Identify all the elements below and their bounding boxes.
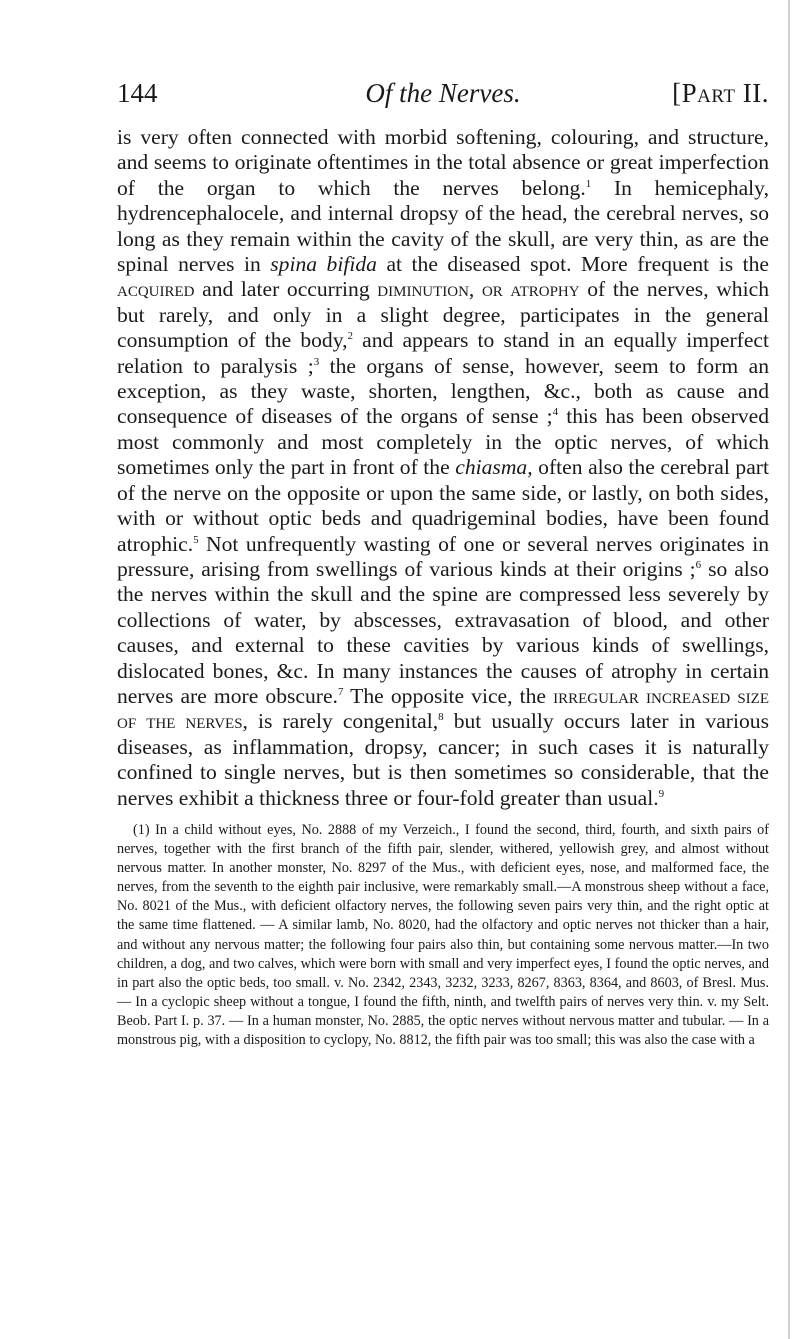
main-paragraph [117,125,769,811]
italic-term: chiasma, [455,455,533,480]
page-edge-shadow [788,0,790,1339]
small-caps-term: diminution, or atrophy [377,277,580,302]
running-title: Of the Nerves. [365,78,521,108]
text-run: The opposite vice, the [343,683,554,708]
text-run: often also the cerebral part of the nerve on the opposite or upon the same side, or lastly, on both sides, with or without optic beds and quadrigeminal bodies, have been found atrophic. [117,455,769,556]
text-run: the organs of sense, however, seem to form an exception, as they waste, shorten, lengthen, &c., both as cause and consequence of diseases of the organs of sense ; [117,353,769,429]
text-run: but usually occurs later in various diseases, as inflammation, dropsy, cancer; in such cases it is naturally confined to single nerves, but is then sometimes so considerable, that the nerves exhibit a thickness three or four-fold greater than usual. [117,709,769,810]
footnote-ref: 7 [337,685,344,698]
text-run: and appears to stand in an equally imperfect relation to paralysis ; [117,328,770,378]
small-caps-term: acquired [117,277,195,302]
footnote-ref: 2 [347,330,354,343]
text-run: this has been observed most commonly and most completely in the optic nerves, of which sometimes only the part in front of the [117,404,769,480]
footnote-ref: 1 [585,177,592,190]
text-run: is very often connected with morbid softening, colouring, and structure, and seems to originate oftentimes in the total absence or great imperfection of the organ to which the nerves belong. [117,125,769,200]
small-caps-term: irregular increased size of the nerves, [117,683,769,734]
text-run: at the diseased spot. More frequent is the [376,252,769,277]
text-run: so also the nerves within the skull and the spine are compressed less severely by collections of water, by abscesses, extravasation of blood, and other causes, and external to these cavities by various kinds of swellings, dislocated bones, &c. In many instances the causes of atrophy in certain nerves are more obscure. [117,556,769,708]
text-run: Not unfrequently wasting of one or several nerves originates in pressure, arising from swellings of various kinds at their origins ; [117,531,769,581]
running-header [117,78,769,118]
text-run: of the nerves, which but rarely, and only in a slight degree, participates in the general consumption of the body, [117,277,769,353]
footnote-ref: 4 [552,406,559,419]
page-number: 144 [117,78,158,108]
text-run: and later occurring [194,277,378,302]
footnote-1: (1) In a child without eyes, No. 2888 of my Verzeich., I found the second, third, fourth, and sixth pairs of nerves, together with the first branch of the fifth pair, slender, withered, yellowish grey, and almost without nervous matter. In another monster, No. 8297 of the Mus., with deficient eyes, nose, and malformed face, the nerves, from the seventh to the eighth pair inclusive, were remarkably small.—A monstrous sheep without a face, No. 8021 of the Mus., with deficient olfactory nerves, the following seven pairs very thin, and the right optic at the same time flattened. — A similar lamb, No. 8020, had the olfactory and optic nerves not thicker than a hair, and without any nervous matter; the following four pairs also thin, but containing some nervous matter.—In two children, a dog, and two calves, which were born with small and very imperfect eyes, I found the optic nerves, and in part also the optic beds, too small. v. No. 2342, 2343, 3232, 3233, 8267, 8363, 8364, and 8603, of Bresl. Mus. — In a cyclopic sheep without a tongue, I found the fifth, ninth, and twelfth pairs of nerves very thin. v. my Selt. Beob. Part I. p. 37. — In a human monster, No. 2885, the optic nerves without nervous matter and tubular. — In a monstrous pig, with a disposition to cyclopy, No. 8812, the fifth pair was too small; this was also the case with a [117,821,769,1048]
footnote-ref: 3 [313,355,320,368]
text-run: is rarely congenital, [247,709,439,734]
footnote-ref: 9 [658,787,665,800]
footnote-ref: 6 [695,558,702,571]
part-label: [Part II. [672,78,769,108]
text-run: In hemicephaly, hydrencephalocele, and internal dropsy of the head, the cerebral nerves, so long as they remain within the cavity of the skull, are very thin, as are the spinal nerves in [117,175,769,277]
book-page [117,78,769,1050]
italic-term: spina bifida [270,252,377,277]
footnote-ref: 5 [193,533,199,546]
footnote-ref: 8 [438,711,444,724]
